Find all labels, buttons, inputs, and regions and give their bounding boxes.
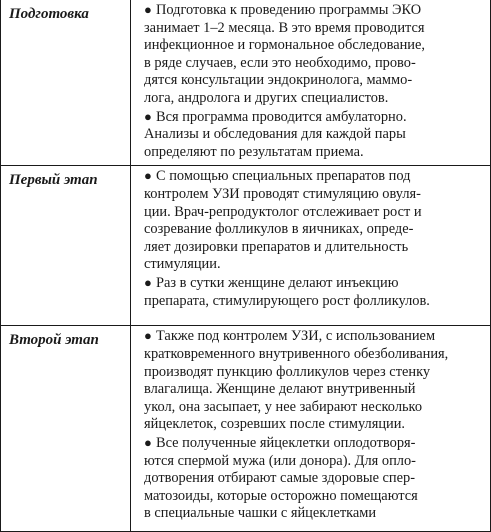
stage-description-second bbox=[131, 326, 491, 532]
description-paragraph bbox=[144, 274, 486, 310]
description-paragraph bbox=[144, 167, 486, 274]
stage-description-preparation bbox=[131, 0, 491, 166]
text-line: Также под контролем УЗИ, с использованием bbox=[156, 328, 436, 345]
bullet-icon: ● bbox=[144, 168, 152, 184]
bullet-icon: ● bbox=[144, 328, 152, 344]
text-line: производят пункцию фолликулов через стенку bbox=[144, 363, 431, 380]
text-line: контролем УЗИ проводят стимуляцию овуля- bbox=[144, 185, 421, 202]
stage-label-preparation: Подготовка bbox=[1, 0, 131, 166]
text-line: яйцеклеток, созревших после стимуляции. bbox=[144, 416, 406, 433]
text-line: С помощью специальных препаратов под bbox=[156, 168, 411, 185]
text-line: стимуляции. bbox=[144, 256, 221, 273]
stage-description-first bbox=[131, 166, 491, 326]
text-line: ляет дозировки препаратов и длительность bbox=[144, 238, 409, 255]
text-line: в ряде случаев, если это необходимо, прово- bbox=[144, 54, 416, 71]
text-line: матозоиды, которые осторожно помещаются bbox=[144, 487, 418, 504]
table-row bbox=[1, 166, 491, 326]
text-line: созревание фолликулов в яичниках, опреде- bbox=[144, 221, 414, 238]
description-paragraph bbox=[144, 327, 486, 434]
text-line: дятся консультации эндокринолога, маммо- bbox=[144, 72, 413, 89]
text-line: инфекционное и гормональное обследование, bbox=[144, 37, 425, 54]
table-row bbox=[1, 326, 491, 532]
text-line: Раз в сутки женщине делают инъекцию bbox=[156, 274, 399, 291]
text-line: ции. Врач-репродуктолог отслеживает рост и bbox=[144, 203, 422, 220]
text-line: кратковременного внутривенного обезболивания, bbox=[144, 345, 449, 362]
description-paragraph bbox=[144, 108, 486, 162]
text-line: Все полученные яйцеклетки оплодотворя- bbox=[156, 434, 416, 451]
bullet-icon: ● bbox=[144, 108, 152, 124]
text-line: Анализы и обследования для каждой пары bbox=[144, 126, 406, 143]
stage-label-second: Второй этап bbox=[1, 326, 131, 532]
text-line: лога, андролога и других специалистов. bbox=[144, 89, 389, 106]
bullet-icon: ● bbox=[144, 274, 152, 290]
stage-label-first: Первый этап bbox=[1, 166, 131, 326]
text-line: препарата, стимулирующего рост фолликулов. bbox=[144, 292, 430, 309]
text-line: в специальные чашки с яйцеклетками bbox=[144, 505, 377, 522]
text-line: укол, она засыпает, у нее забирают несколько bbox=[144, 398, 423, 415]
description-paragraph bbox=[144, 434, 486, 523]
text-line: Вся программа проводится амбулаторно. bbox=[156, 108, 407, 125]
table-row bbox=[1, 0, 491, 166]
text-line: занимает 1–2 месяца. В это время проводится bbox=[144, 19, 425, 36]
text-line: влагалища. Женщине делают внутривенный bbox=[144, 381, 416, 398]
text-line: Подготовка к проведению программы ЭКО bbox=[156, 2, 422, 18]
bullet-icon: ● bbox=[144, 434, 152, 450]
text-line: определяют по результатам приема. bbox=[144, 143, 364, 160]
bullet-icon: ● bbox=[144, 2, 152, 17]
text-line: дотворения отбирают самые здоровые спер- bbox=[144, 470, 416, 487]
text-line: ются спермой мужа (или донора). Для опло- bbox=[144, 452, 416, 469]
description-paragraph bbox=[144, 1, 486, 108]
